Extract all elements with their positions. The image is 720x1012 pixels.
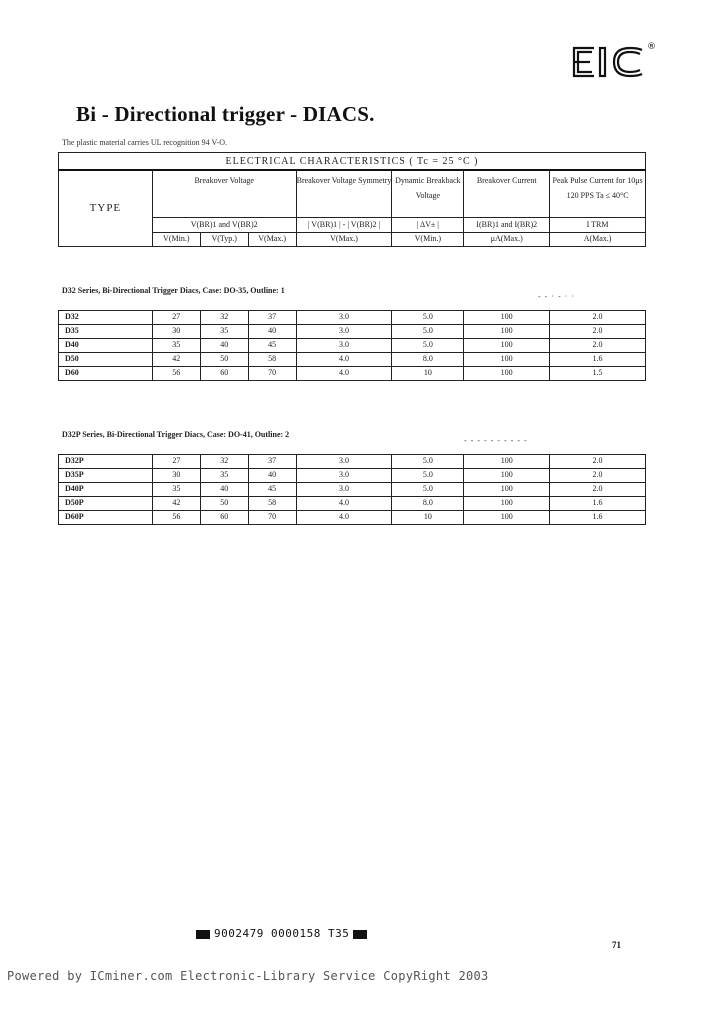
cell-vbr-min: 56 [152,367,200,381]
cell-vbr-max: 45 [248,339,296,353]
cell-dynamic: 5.0 [392,455,464,469]
table-row [59,353,646,367]
cell-vbr-max: 40 [248,325,296,339]
cell-symmetry: 3.0 [296,325,392,339]
unit-peak: A(Max.) [550,233,646,247]
cell-vbr-min: 27 [152,455,200,469]
table-row [59,455,646,469]
cell-symmetry: 3.0 [296,469,392,483]
cell-symmetry: 3.0 [296,339,392,353]
cell-vbr-max: 70 [248,367,296,381]
table-row [59,311,646,325]
cell-current: 100 [464,353,550,367]
unit-vmax: V(Max.) [248,233,296,247]
cell-current: 100 [464,455,550,469]
type-label: TYPE [59,170,153,247]
cell-current: 100 [464,339,550,353]
cell-vbr-max: 37 [248,311,296,325]
cell-peak: 2.0 [550,483,646,497]
cell-type: D35 [59,325,153,339]
page-number: 71 [612,940,621,950]
cell-dynamic: 5.0 [392,469,464,483]
series1-specks: - - · - · · [538,292,575,301]
registered-mark: ® [647,42,656,52]
cell-current: 100 [464,497,550,511]
dynamic-breakback-header: Dynamic Breakback Voltage [392,170,464,218]
table-row [59,483,646,497]
peak-pulse-current-header: Peak Pulse Current for 10μs 120 PPS Ta ≤ 40°C [550,170,646,218]
cell-vbr-max: 45 [248,483,296,497]
table-row [59,497,646,511]
cell-peak: 2.0 [550,311,646,325]
series2-table [58,454,646,525]
unit-dynamic-vmin: V(Min.) [392,233,464,247]
ul-note: The plastic material carries UL recognition 94 V-O. [62,138,227,147]
cell-vbr-typ: 40 [200,483,248,497]
cell-peak: 2.0 [550,469,646,483]
series2-title: D32P Series, Bi-Directional Trigger Diacs, Case: DO-41, Outline: 2 [62,430,290,439]
barcode-text [192,927,371,940]
cell-vbr-max: 58 [248,353,296,367]
cell-type: D40P [59,483,153,497]
cell-dynamic: 8.0 [392,497,464,511]
table-row [59,367,646,381]
cell-current: 100 [464,469,550,483]
cell-vbr-min: 35 [152,339,200,353]
cell-symmetry: 3.0 [296,311,392,325]
cell-symmetry: 4.0 [296,367,392,381]
barcode-block-left [196,930,210,939]
cell-symmetry: 4.0 [296,353,392,367]
cell-symmetry: 4.0 [296,497,392,511]
cell-peak: 1.6 [550,511,646,525]
cell-vbr-max: 70 [248,511,296,525]
cell-vbr-typ: 50 [200,497,248,511]
cell-current: 100 [464,483,550,497]
table-row [59,339,646,353]
cell-type: D40 [59,339,153,353]
cell-peak: 2.0 [550,455,646,469]
cell-vbr-min: 30 [152,325,200,339]
cell-type: D35P [59,469,153,483]
cell-symmetry: 3.0 [296,455,392,469]
vbr-symbol: V(BR)1 and V(BR)2 [152,218,296,233]
cell-vbr-max: 37 [248,455,296,469]
cell-dynamic: 5.0 [392,325,464,339]
eic-logo [568,38,660,82]
barcode-block-right [353,930,367,939]
cell-dynamic: 5.0 [392,311,464,325]
table-row [59,511,646,525]
cell-current: 100 [464,311,550,325]
cell-peak: 2.0 [550,325,646,339]
cell-vbr-typ: 50 [200,353,248,367]
cell-type: D50P [59,497,153,511]
breakover-current-header: Breakover Current [464,170,550,218]
cell-peak: 1.6 [550,353,646,367]
powered-by-footer: Powered by ICminer.com Electronic-Library Service CopyRight 2003 [7,969,489,983]
cell-vbr-max: 58 [248,497,296,511]
symmetry-header: Breakover Voltage Symmetry [296,170,392,218]
current-symbol: I(BR)1 and I(BR)2 [464,218,550,233]
cell-vbr-typ: 40 [200,339,248,353]
cell-type: D32P [59,455,153,469]
unit-current: μA(Max.) [464,233,550,247]
unit-vtyp: V(Typ.) [200,233,248,247]
peak-symbol: I TRM [550,218,646,233]
cell-vbr-min: 35 [152,483,200,497]
cell-vbr-min: 42 [152,497,200,511]
cell-vbr-max: 40 [248,469,296,483]
cell-peak: 1.6 [550,497,646,511]
series2-specks: - - - - - - - - - - [464,436,528,445]
cell-vbr-typ: 35 [200,325,248,339]
characteristics-header-table [58,152,646,247]
cell-type: D60 [59,367,153,381]
cell-type: D60P [59,511,153,525]
unit-symmetry-vmax: V(Max.) [296,233,392,247]
cell-symmetry: 3.0 [296,483,392,497]
series1-table [58,310,646,381]
electrical-characteristics-title: ELECTRICAL CHARACTERISTICS ( Tc = 25 °C ) [59,153,646,171]
cell-peak: 1.5 [550,367,646,381]
cell-dynamic: 5.0 [392,339,464,353]
cell-vbr-min: 30 [152,469,200,483]
footer-code: 9002479 0000158 T35 [214,927,350,940]
cell-vbr-typ: 32 [200,455,248,469]
cell-dynamic: 5.0 [392,483,464,497]
cell-current: 100 [464,511,550,525]
symmetry-symbol: | V(BR)1 | - | V(BR)2 | [296,218,392,233]
cell-vbr-min: 42 [152,353,200,367]
cell-dynamic: 10 [392,367,464,381]
table-row [59,325,646,339]
series1-title: D32 Series, Bi-Directional Trigger Diacs, Case: DO-35, Outline: 1 [62,286,285,295]
cell-dynamic: 10 [392,511,464,525]
cell-vbr-min: 27 [152,311,200,325]
cell-current: 100 [464,367,550,381]
cell-type: D50 [59,353,153,367]
cell-vbr-typ: 60 [200,511,248,525]
cell-current: 100 [464,325,550,339]
table-row [59,469,646,483]
cell-type: D32 [59,311,153,325]
cell-vbr-typ: 60 [200,367,248,381]
breakover-voltage-header: Breakover Voltage [152,170,296,218]
cell-dynamic: 8.0 [392,353,464,367]
cell-vbr-min: 56 [152,511,200,525]
cell-vbr-typ: 35 [200,469,248,483]
unit-vmin: V(Min.) [152,233,200,247]
dynamic-symbol: | ΔV± | [392,218,464,233]
cell-symmetry: 4.0 [296,511,392,525]
page-title: Bi - Directional trigger - DIACS. [76,102,375,126]
cell-vbr-typ: 32 [200,311,248,325]
cell-peak: 2.0 [550,339,646,353]
